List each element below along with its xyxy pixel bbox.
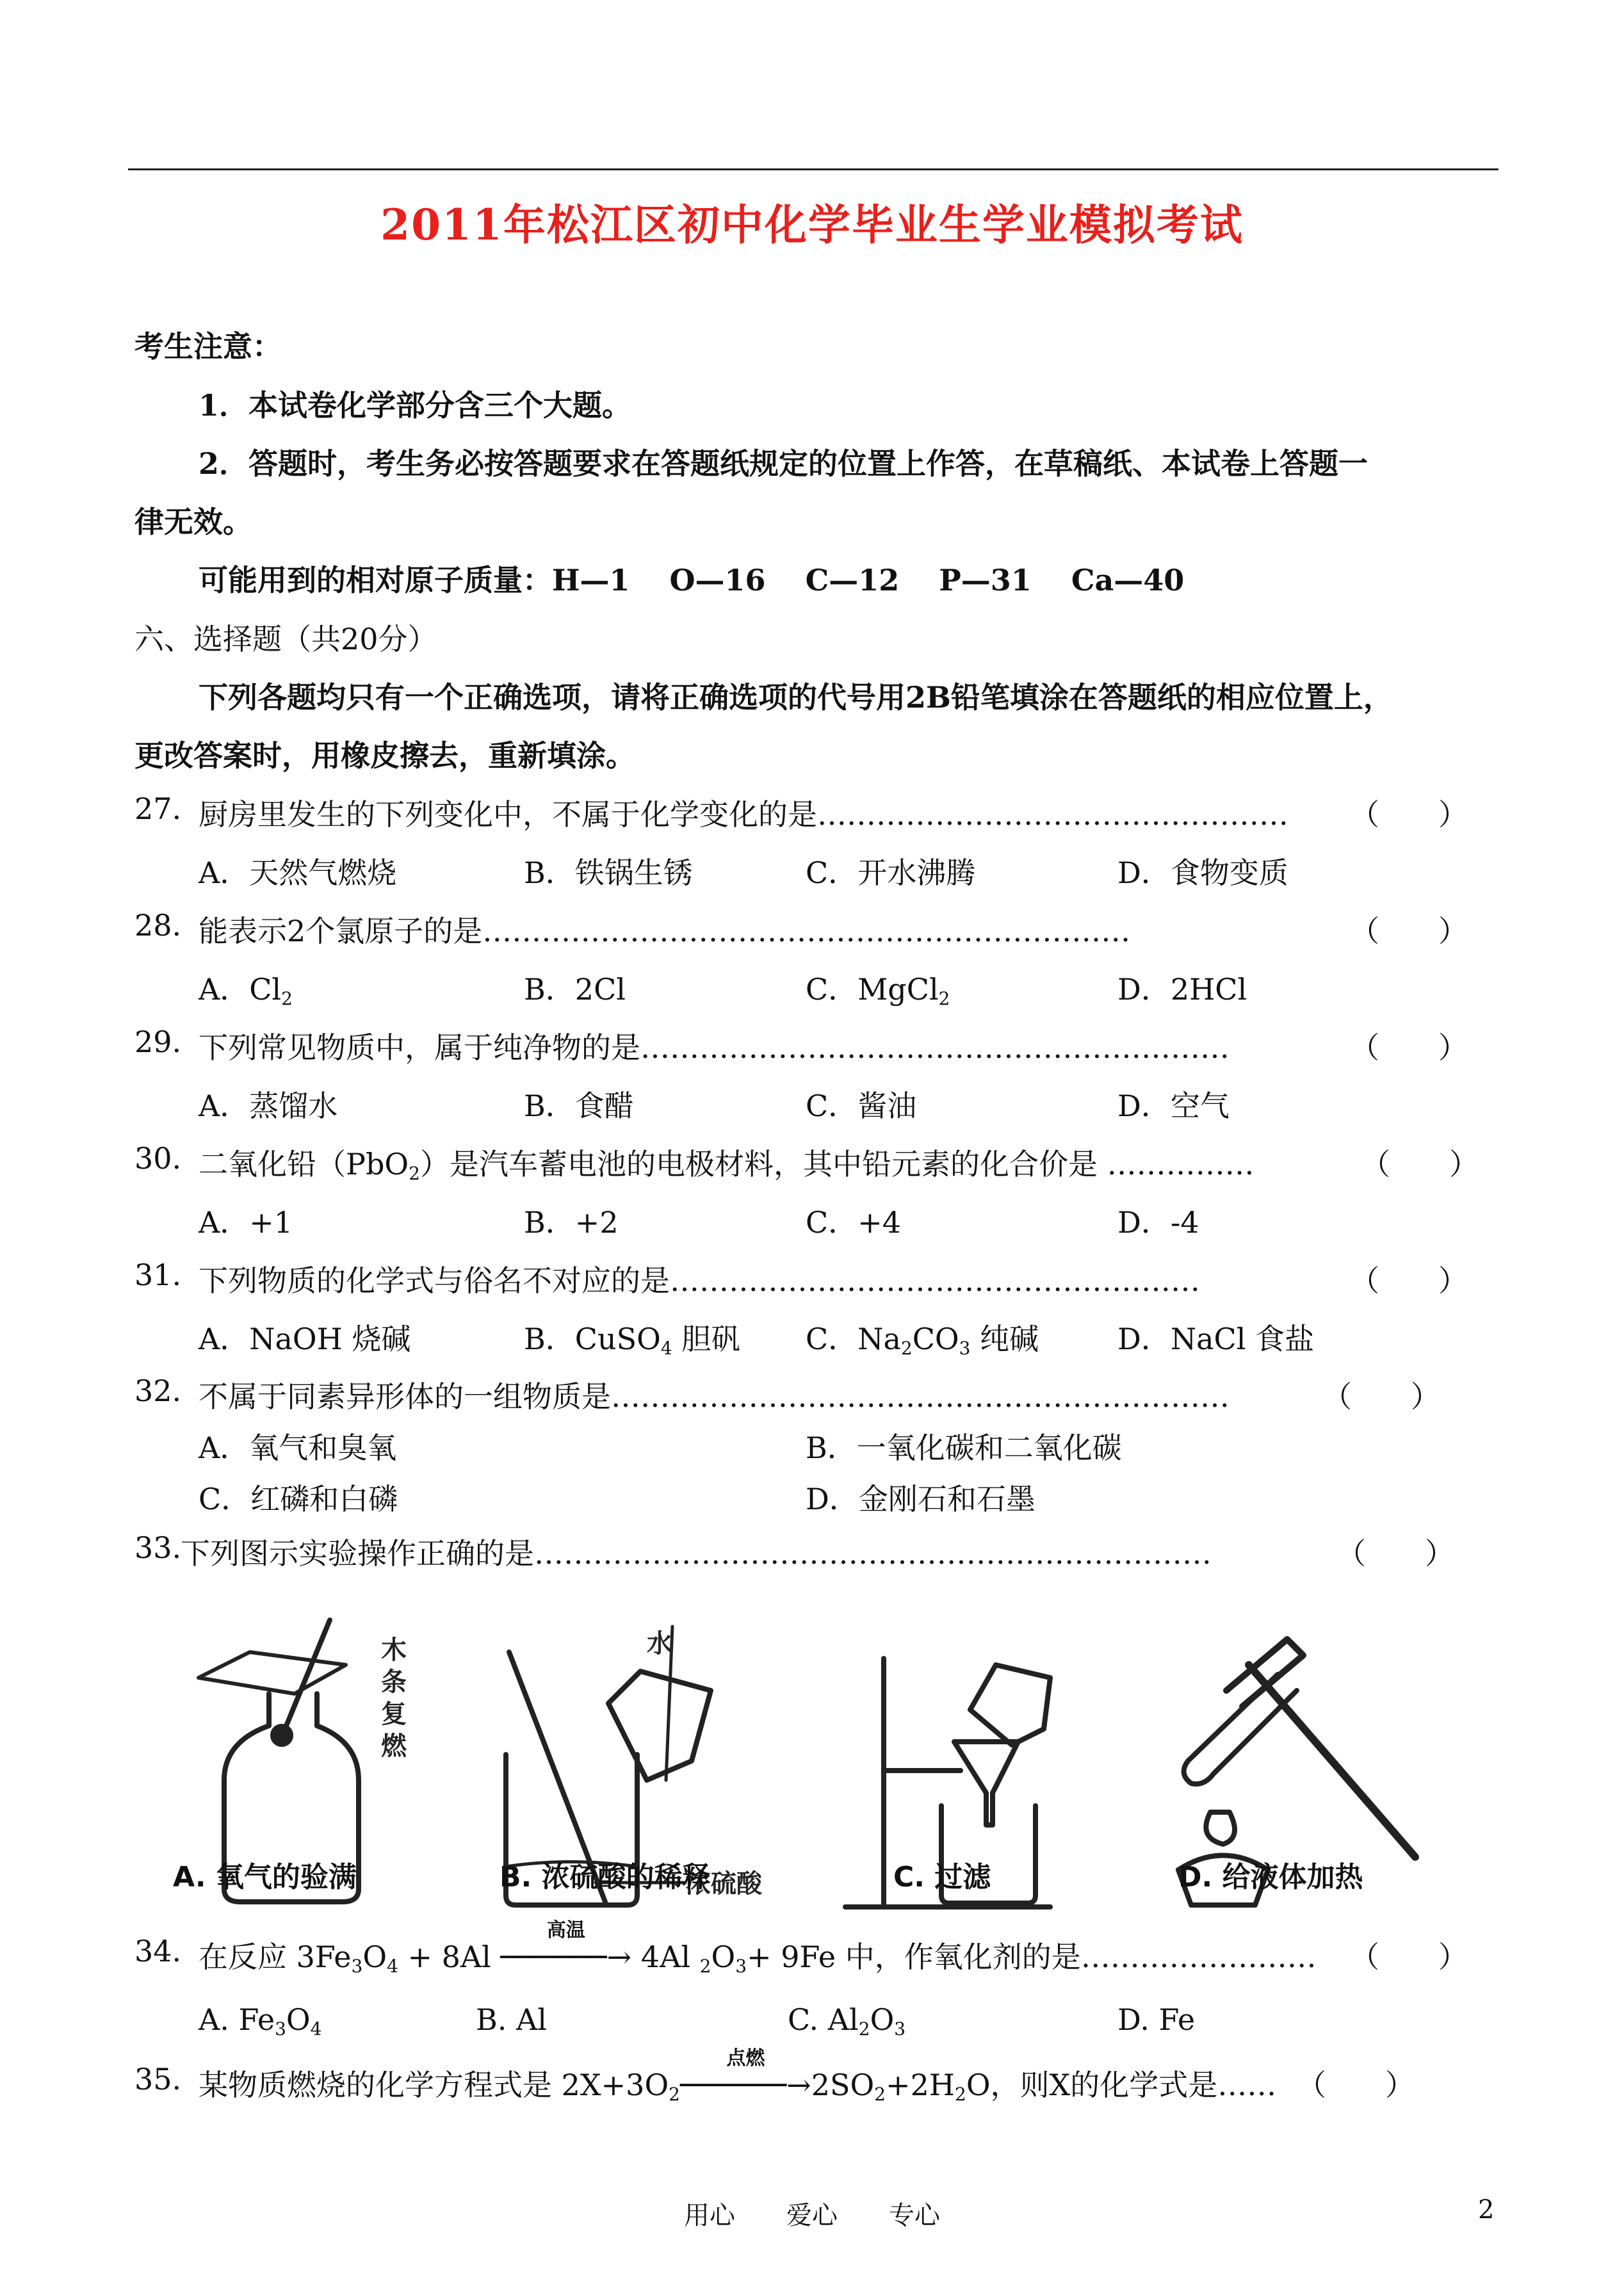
label-wood-3: 复 bbox=[381, 1699, 407, 1729]
q30-option-d: D．-4 bbox=[1117, 1205, 1199, 1240]
q31-option-c: C．$Na_2CO_3$ 纯碱 bbox=[806, 1322, 1039, 1359]
section-instructions: 下列各题均只有一个正确选项，请将正确选项的代号用2B铅笔填涂在答题纸的相应位置上， bbox=[199, 680, 1393, 715]
question-31: 31. 下列物质的化学式与俗名不对应的是……………………………………………… （ ） bbox=[134, 1258, 1468, 1298]
q30-option-a: A．+1 bbox=[199, 1205, 293, 1240]
q32-option-a: A．氧气和臭氧 bbox=[199, 1431, 397, 1465]
q28-option-a: A．$Cl_2$ bbox=[199, 972, 293, 1009]
caption-a: A. 氧气的验满 bbox=[173, 1861, 357, 1894]
atomic-masses: 可能用到的相对原子质量：H—1 O—16 C—12 P—31 Ca—40 bbox=[199, 563, 1185, 597]
label-wood-2: 条 bbox=[381, 1667, 407, 1697]
label-wood-1: 木 bbox=[381, 1635, 407, 1665]
q30-option-b: B．+2 bbox=[524, 1205, 619, 1240]
question-28: 28. 能表示2个氯原子的是………………………………………………………… （ ） bbox=[134, 908, 1468, 948]
q27-option-c: C．开水沸腾 bbox=[806, 856, 976, 890]
label-wood-4: 燃 bbox=[381, 1731, 407, 1761]
caption-b: B. 浓硫酸的稀释 bbox=[499, 1861, 711, 1894]
section-title: 六、选择题（共20分） bbox=[134, 622, 437, 656]
q29-option-a: A．蒸馏水 bbox=[199, 1089, 338, 1123]
notice-item-2: 2．答题时，考生务必按答题要求在答题纸规定的位置上作答，在草稿纸、本试卷上答题一 bbox=[199, 446, 1368, 481]
q32-option-c: C．红磷和白磷 bbox=[199, 1482, 398, 1516]
q31-option-a: A．NaOH 烧碱 bbox=[199, 1322, 411, 1356]
top-rule bbox=[128, 168, 1498, 170]
reaction-arrow-34: 高温 ──────→ bbox=[500, 1919, 632, 1974]
q34-option-c: C. $Al_2O_3$ bbox=[788, 2002, 906, 2040]
q29-option-c: C．酱油 bbox=[806, 1089, 917, 1123]
exam-title: 2011年松江区初中化学毕业生学业模拟考试 bbox=[380, 200, 1244, 250]
caption-c: C. 过滤 bbox=[893, 1861, 991, 1894]
q28-option-b: B．2Cl bbox=[524, 972, 626, 1007]
question-33: 33. 下列图示实验操作正确的是…………………………………………………………… （ ） bbox=[134, 1530, 1454, 1571]
q34-option-b: B. Al bbox=[476, 2002, 547, 2037]
q31-option-d: D．NaCl 食盐 bbox=[1117, 1322, 1315, 1356]
q29-option-d: D．空气 bbox=[1117, 1089, 1230, 1123]
q27-option-a: A．天然气燃烧 bbox=[199, 856, 397, 890]
q27-option-d: D．食物变质 bbox=[1117, 856, 1288, 890]
question-27: 27. 厨房里发生的下列变化中，不属于化学变化的是………………………………………… （ ） bbox=[134, 791, 1468, 832]
question-30: 30. 二氧化铅（PbO$_2$）是汽车蓄电池的电极材料，其中铅元素的化合价是 …………… （ ） bbox=[134, 1141, 1479, 1184]
q34-option-d: D. Fe bbox=[1117, 2002, 1196, 2037]
q30-option-c: C．+4 bbox=[806, 1205, 902, 1240]
label-acid: 浓硫酸 bbox=[685, 1869, 762, 1899]
label-water: 水 bbox=[647, 1629, 672, 1658]
q29-option-b: B．食醋 bbox=[524, 1089, 634, 1123]
section-instructions-cont: 更改答案时，用橡皮擦去，重新填涂。 bbox=[134, 738, 635, 773]
question-35: 35. 某物质燃烧的化学方程式是 $2X+3O_2$ 点燃 $──────\to 2SO_2+2H_2O$，则X的化学式是…… （ ） bbox=[134, 2047, 1415, 2105]
q32-option-d: D．金刚石和石墨 bbox=[806, 1482, 1035, 1516]
q34-option-a: A. $Fe_3O_4$ bbox=[199, 2002, 322, 2040]
question-29: 29. 下列常见物质中，属于纯净物的是…………………………………………………… （ ） bbox=[134, 1025, 1468, 1065]
q27-option-b: B．铁锅生锈 bbox=[524, 856, 693, 890]
question-32: 32. 不属于同素异形体的一组物质是……………………………………………………… （ ） bbox=[134, 1374, 1440, 1414]
reaction-arrow-35: 点燃 ──────→ bbox=[680, 2047, 811, 2102]
q28-option-c: C．MgCl$_2$ bbox=[806, 972, 950, 1009]
page-footer: 用心 爱心 专心 bbox=[684, 2201, 940, 2230]
page-number: 2 bbox=[1478, 2195, 1495, 2225]
caption-d: D. 给液体加热 bbox=[1178, 1861, 1363, 1894]
q31-option-b: B．CuSO$_4$ 胆矾 bbox=[524, 1322, 741, 1359]
question-34: 34. 在反应 $3Fe_3O_4 + 8Al$ 高温 ──────→ 4Al $_2O_3+ 9Fe$ 中，作氧化剂的是…………………… （ ） bbox=[134, 1919, 1468, 1977]
notice-heading: 考生注意： bbox=[134, 329, 282, 364]
notice-item-2-cont: 律无效。 bbox=[134, 505, 252, 539]
q28-option-d: D．2HCl bbox=[1117, 972, 1247, 1007]
q32-option-b: B．一氧化碳和二氧化碳 bbox=[806, 1431, 1122, 1465]
notice-item-1: 1．本试卷化学部分含三个大题。 bbox=[199, 388, 632, 423]
